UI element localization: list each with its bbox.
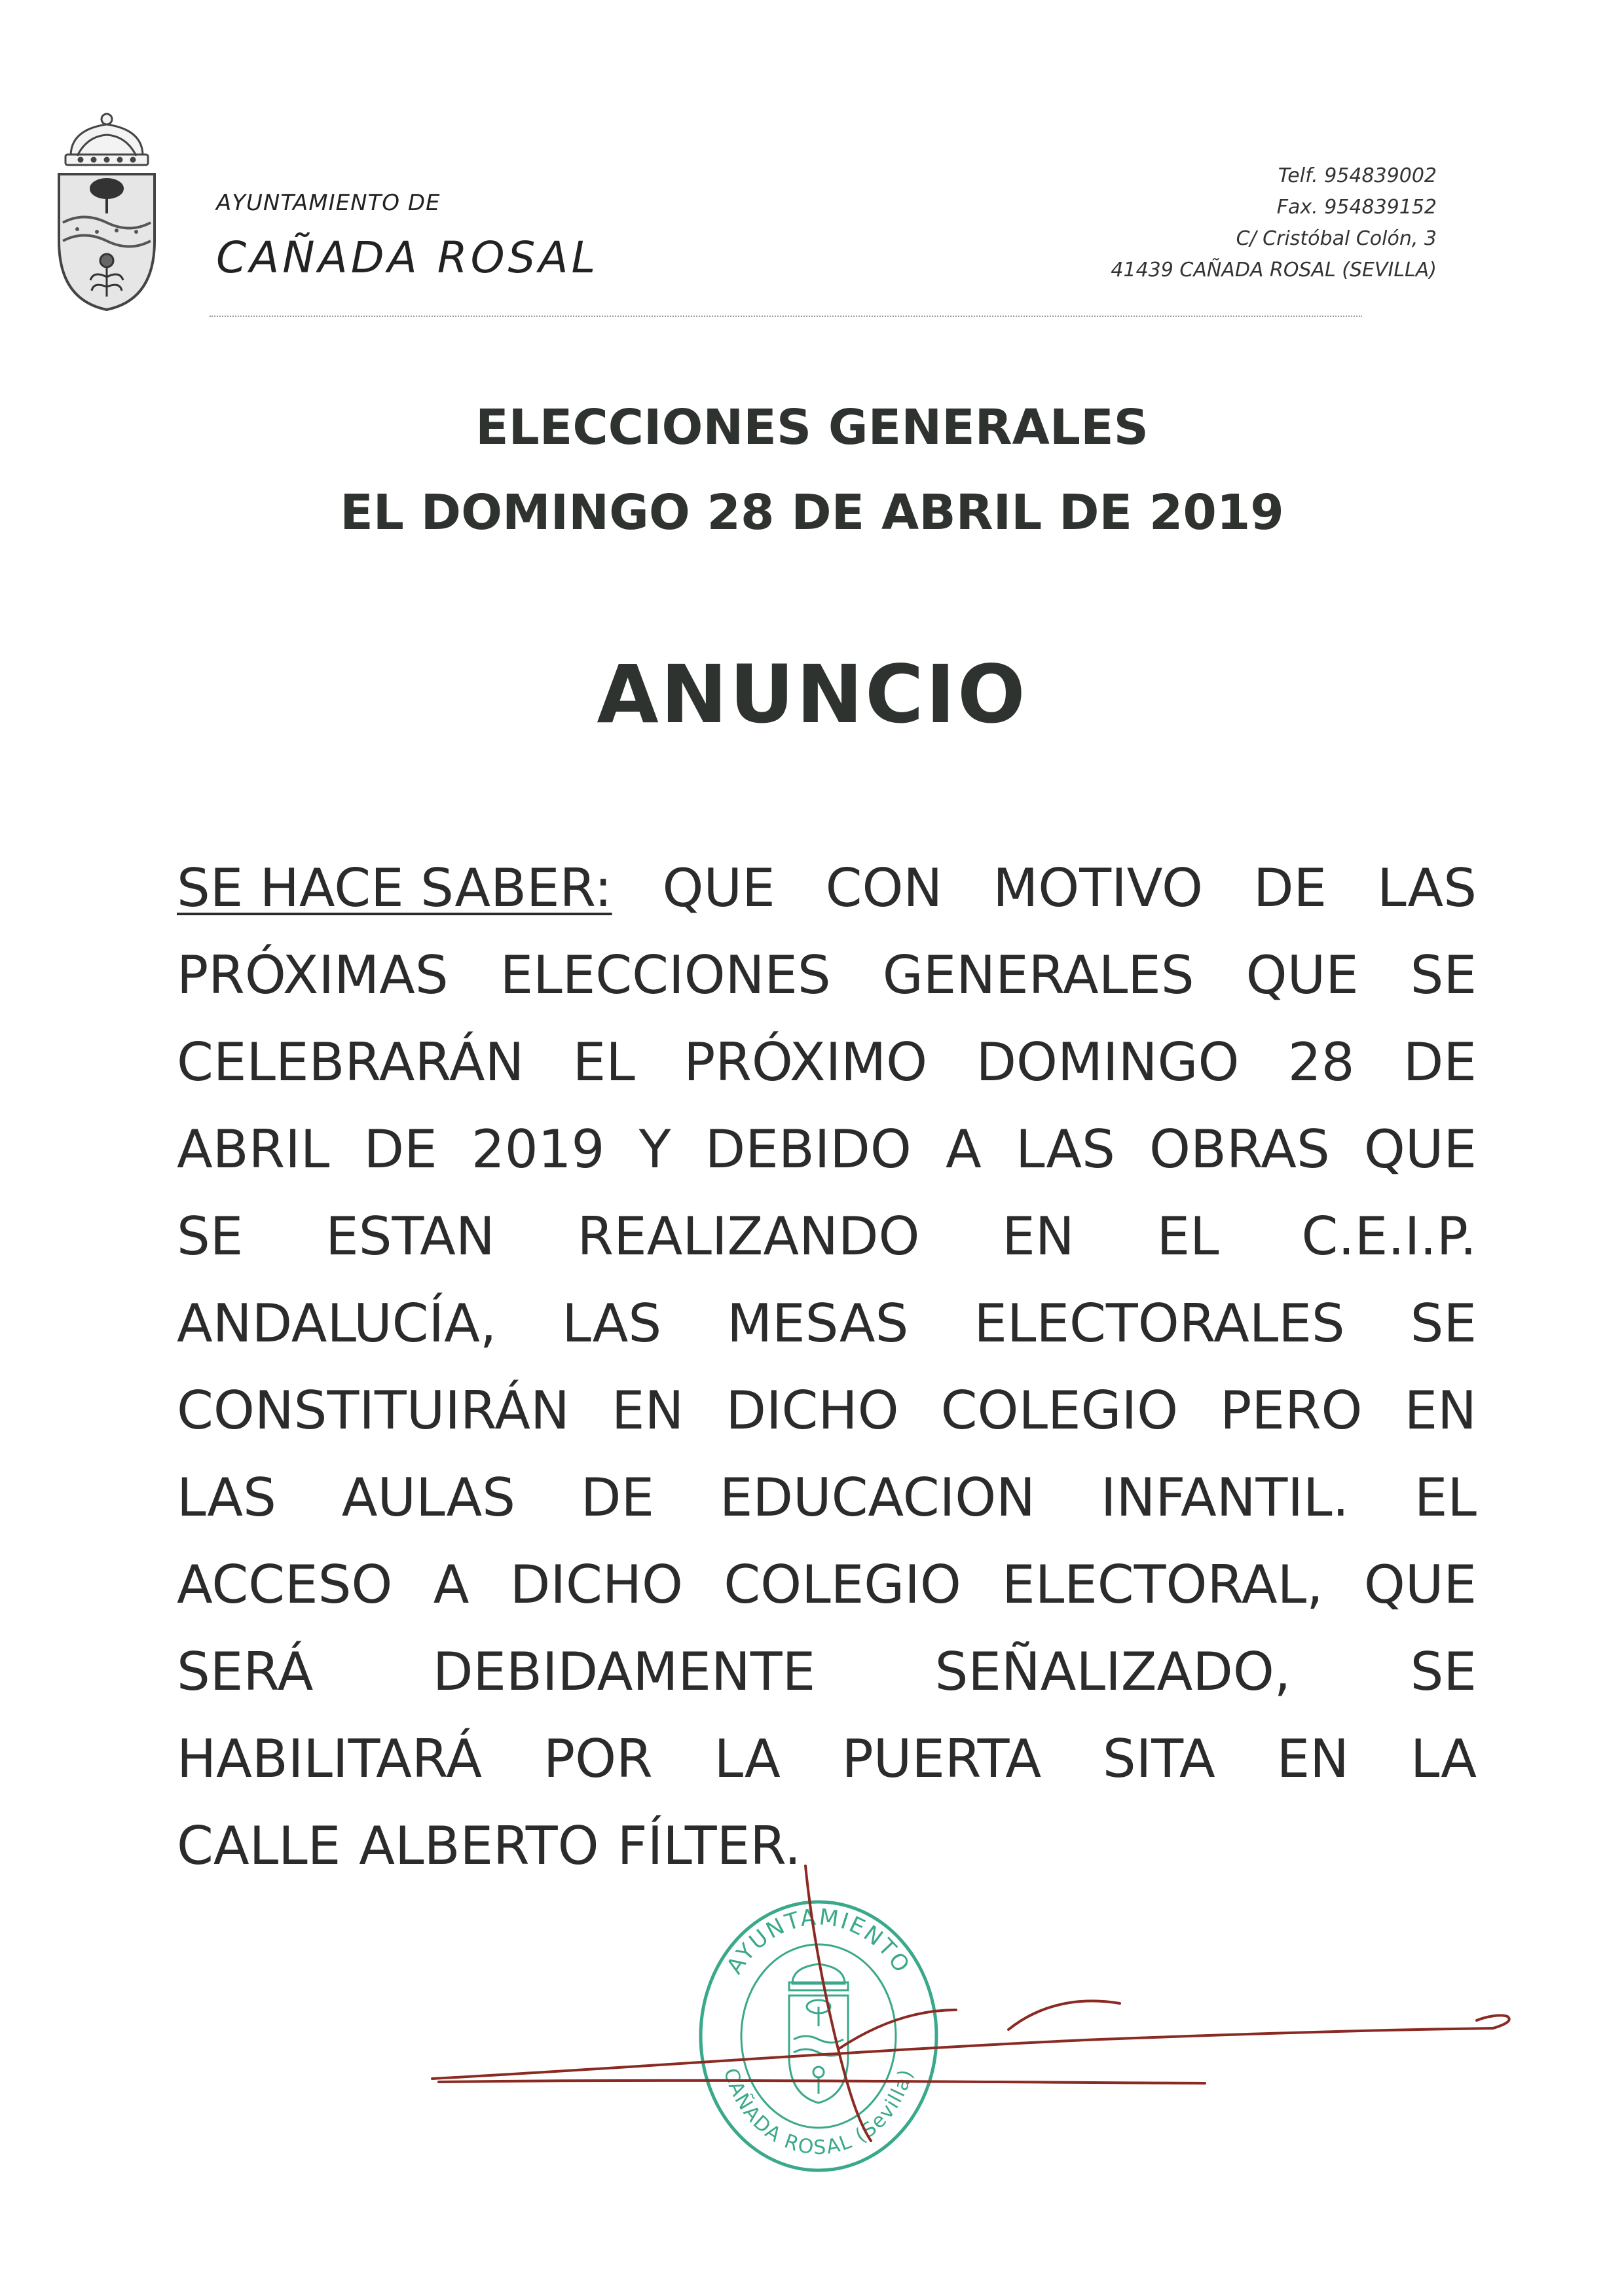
organization-label: AYUNTAMIENTO DE — [216, 190, 441, 216]
body-lead: SE HACE SABER: — [177, 858, 612, 919]
body-word: EL — [1414, 1467, 1477, 1528]
body-word: LA — [1410, 1728, 1477, 1789]
body-word: POR — [543, 1728, 653, 1789]
fax-number: Fax. 954839152 — [1276, 196, 1437, 219]
body-word: SE — [1410, 1293, 1477, 1354]
body-word: PRÓXIMO — [684, 1032, 928, 1093]
body-word: QUE — [662, 858, 775, 919]
body-word: SE — [1410, 1641, 1477, 1702]
body-word: EN — [1404, 1380, 1477, 1441]
body-line — [177, 1193, 1477, 1280]
body-word: HABILITARÁ — [177, 1728, 482, 1789]
body-word: LA — [714, 1728, 781, 1789]
contact-block — [978, 160, 1437, 286]
body-word: DEBIDAMENTE — [432, 1641, 816, 1702]
announcement-body — [177, 845, 1477, 1889]
body-word: GENERALES — [882, 945, 1194, 1006]
body-word: DE — [580, 1467, 654, 1528]
signature-scribble — [419, 1853, 1519, 2154]
body-word: EL — [572, 1032, 635, 1093]
body-word: EL — [1156, 1206, 1219, 1267]
body-word: MESAS — [727, 1293, 909, 1354]
body-word: EDUCACION — [719, 1467, 1036, 1528]
body-word: QUE — [1246, 945, 1359, 1006]
body-word: DICHO — [726, 1380, 899, 1441]
street-address: C/ Cristóbal Colón, 3 — [1236, 227, 1437, 250]
body-word: DE — [363, 1119, 437, 1180]
body-word: ELECTORALES — [974, 1293, 1345, 1354]
body-word: OBRAS — [1149, 1119, 1330, 1180]
stamp-bottom-text: CAÑADA ROSAL (Sevilla) — [718, 2066, 919, 2160]
body-word: CELEBRARÁN — [177, 1032, 525, 1093]
body-word: 2019 — [471, 1119, 605, 1180]
body-word: ACCESO — [177, 1554, 393, 1615]
municipal-crest-icon — [51, 110, 162, 313]
body-word: PUERTA — [841, 1728, 1042, 1789]
body-word: A — [946, 1119, 982, 1180]
body-word: MOTIVO — [993, 858, 1203, 919]
body-line — [177, 1454, 1477, 1541]
body-word: LAS — [1377, 858, 1477, 919]
body-word: ELECCIONES — [500, 945, 831, 1006]
body-word: SE — [1410, 945, 1477, 1006]
title-line-1: ELECCIONES GENERALES — [475, 399, 1149, 456]
body-word: SERÁ — [177, 1641, 314, 1702]
body-word: 28 — [1287, 1032, 1355, 1093]
body-word: CONSTITUIRÁN — [177, 1380, 570, 1441]
body-word: SITA — [1102, 1728, 1215, 1789]
body-word: DE — [1403, 1032, 1477, 1093]
body-line — [177, 1106, 1477, 1193]
organization-name: CAÑADA ROSAL — [216, 232, 599, 283]
body-word: PERO — [1220, 1380, 1363, 1441]
body-line — [177, 1715, 1477, 1802]
body-word: REALIZANDO — [577, 1206, 920, 1267]
body-word: FÍLTER. — [617, 1815, 802, 1876]
body-word: EN — [1276, 1728, 1349, 1789]
body-word: ALBERTO — [359, 1815, 599, 1876]
body-line — [177, 932, 1477, 1019]
title-line-2: EL DOMINGO 28 DE ABRIL DE 2019 — [340, 484, 1284, 541]
body-word: A — [433, 1554, 470, 1615]
body-line — [177, 1280, 1477, 1367]
body-line — [177, 1019, 1477, 1106]
body-line — [177, 1367, 1477, 1454]
body-word: SEÑALIZADO, — [934, 1641, 1291, 1702]
body-word: DEBIDO — [705, 1119, 912, 1180]
body-word: COLEGIO — [724, 1554, 961, 1615]
body-word: LAS — [1015, 1119, 1115, 1180]
body-word: QUE — [1363, 1119, 1477, 1180]
body-word: EN — [611, 1380, 684, 1441]
city-address: 41439 CAÑADA ROSAL (SEVILLA) — [1111, 259, 1437, 282]
body-line — [177, 1628, 1477, 1715]
body-word: ELECTORAL, — [1002, 1554, 1323, 1615]
body-word: QUE — [1363, 1554, 1477, 1615]
stamp-top-text: AYUNTAMIENTO — [721, 1904, 916, 1979]
body-word: CON — [825, 858, 943, 919]
body-line — [177, 1541, 1477, 1628]
body-word: COLEGIO — [940, 1380, 1179, 1441]
body-word: INFANTIL. — [1100, 1467, 1350, 1528]
phone-number: Telf. 954839002 — [1278, 164, 1437, 187]
body-word: EN — [1002, 1206, 1075, 1267]
body-word: ESTAN — [325, 1206, 495, 1267]
body-word: AULAS — [341, 1467, 515, 1528]
header-divider — [210, 316, 1362, 317]
body-line — [177, 845, 1477, 932]
body-word: C.E.I.P. — [1301, 1206, 1477, 1267]
body-word: DE — [1253, 858, 1327, 919]
announcement-heading: ANUNCIO — [597, 648, 1027, 741]
body-word: CALLE — [177, 1815, 341, 1876]
body-word: LAS — [177, 1467, 276, 1528]
body-word: DICHO — [509, 1554, 683, 1615]
body-word: LAS — [562, 1293, 662, 1354]
body-word: SE — [177, 1206, 244, 1267]
body-word: PRÓXIMAS — [177, 945, 449, 1006]
body-word: ANDALUCÍA, — [177, 1293, 497, 1354]
body-word: DOMINGO — [976, 1032, 1240, 1093]
body-word: Y — [638, 1119, 671, 1180]
body-word: ABRIL — [177, 1119, 330, 1180]
